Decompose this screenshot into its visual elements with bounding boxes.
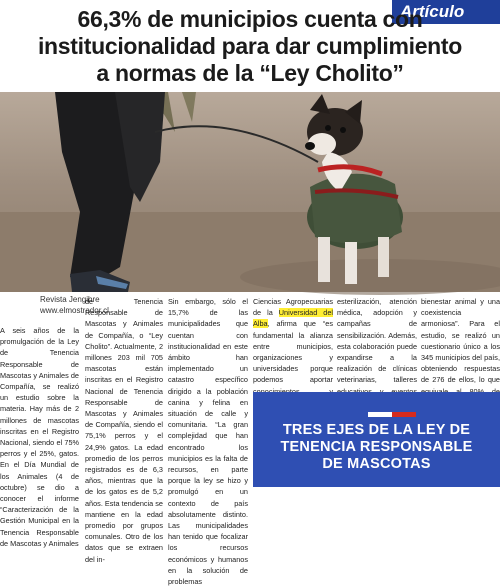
headline-line-3: a normas de la “Ley Cholito”: [96, 60, 404, 86]
body-column-6: [421, 296, 500, 386]
body-text-1: A seis años de la promulgación de la Ley de Tenencia Responsable de Mascotas y Animales de Compañía, se realizó un estudio sobre la materia. Hay más de 2 millones de mascotas inscritas en el Registro Nacional, siendo el 75% perros y el 25%, gatos. En el Día Mundial de los Animales (4 de octubre) se dio a conocer el informe “Caracterización de la Gestión Municipal en la Tenencia Responsable de Mascotas y Animales: [0, 326, 79, 548]
body-text-5: esterilización, atención médica, adopción y campañas de sensibilización. Además, esta colaboración puede expandirse a la realización de clínicas veterinarias, talleres: [337, 297, 417, 385]
body-text-6: bienestar animal y una coexistencia armoniosa”. Para el estudio, se realizó un cuestionario único a los 345 municipios del país, obteniendo respuestas de 276 de ellos, lo que: [421, 297, 500, 385]
article-photo: [0, 92, 500, 292]
credit-author: Revista Jengibre: [40, 295, 100, 304]
headline-line-2: institucionalidad para dar cumplimiento: [37, 33, 463, 59]
dog-photo-illustration: [0, 92, 500, 292]
body-text-3: Sin embargo, sólo el 15,7% de las municipalidades que cuentan con institucionalidad en este ámbito han implementado un catastro específico dirigido a la población canina y felina en situación de calle y comunitaria. “La gran complejidad que han encontrado los municipios es la falta de recursos, en parte porque la ley se hizo y promulgó en un contexto de país absolutamente distinto. Las municipalidades han tenido que focalizar los recursos económicos y humanos en la solución de problemas: [168, 297, 248, 587]
body-column-2: [85, 296, 163, 564]
credit-site: www.elmostrador.cl: [40, 306, 109, 315]
callout-line-3: DE MASCOTAS: [322, 456, 431, 472]
body-text-4-post: , afirma que “es fundamental la alianza entre municipios, organizaciones y universidades porque podemos aportar: [253, 319, 333, 385]
body-column-1: [0, 325, 79, 548]
callout-line-1: TRES EJES DE LA LEY DE: [282, 422, 471, 438]
callout-box: [253, 392, 500, 487]
headline-line-1: 66,3% de municipios cuenta con: [77, 6, 423, 32]
body-column-3: [168, 296, 248, 587]
highlighted-university-name: Universidad del Alba: [253, 308, 333, 329]
callout-title: [253, 422, 500, 473]
section-badge: Artículo: [392, 0, 500, 24]
body-text-2: de Tenencia Responsable de Mascotas y Animales de Compañía, o “Ley Cholito”. Actualmente, 2 millones 203 mil 705 mascotas están inscritas en el Registro Nacional de Tenencia Responsable de Mascotas y Animales de Compañía, siendo el 75,1% perros y el 24,9% gatos. La edad promedio de los perros registrados es de 6,3 años, mientras que la de los gatos es de 5,2 años. Esta tendencia se mantiene en la edad promedio por grupos comunales. Otro de los datos que se extraen del in-: [85, 297, 163, 564]
callout-line-2: TENENCIA RESPONSABLE: [280, 439, 473, 455]
flag-stripe-icon: [368, 404, 416, 409]
headline: [0, 6, 500, 87]
body-text-4-pre: Ciencias Agropecuarias de la: [253, 297, 333, 318]
